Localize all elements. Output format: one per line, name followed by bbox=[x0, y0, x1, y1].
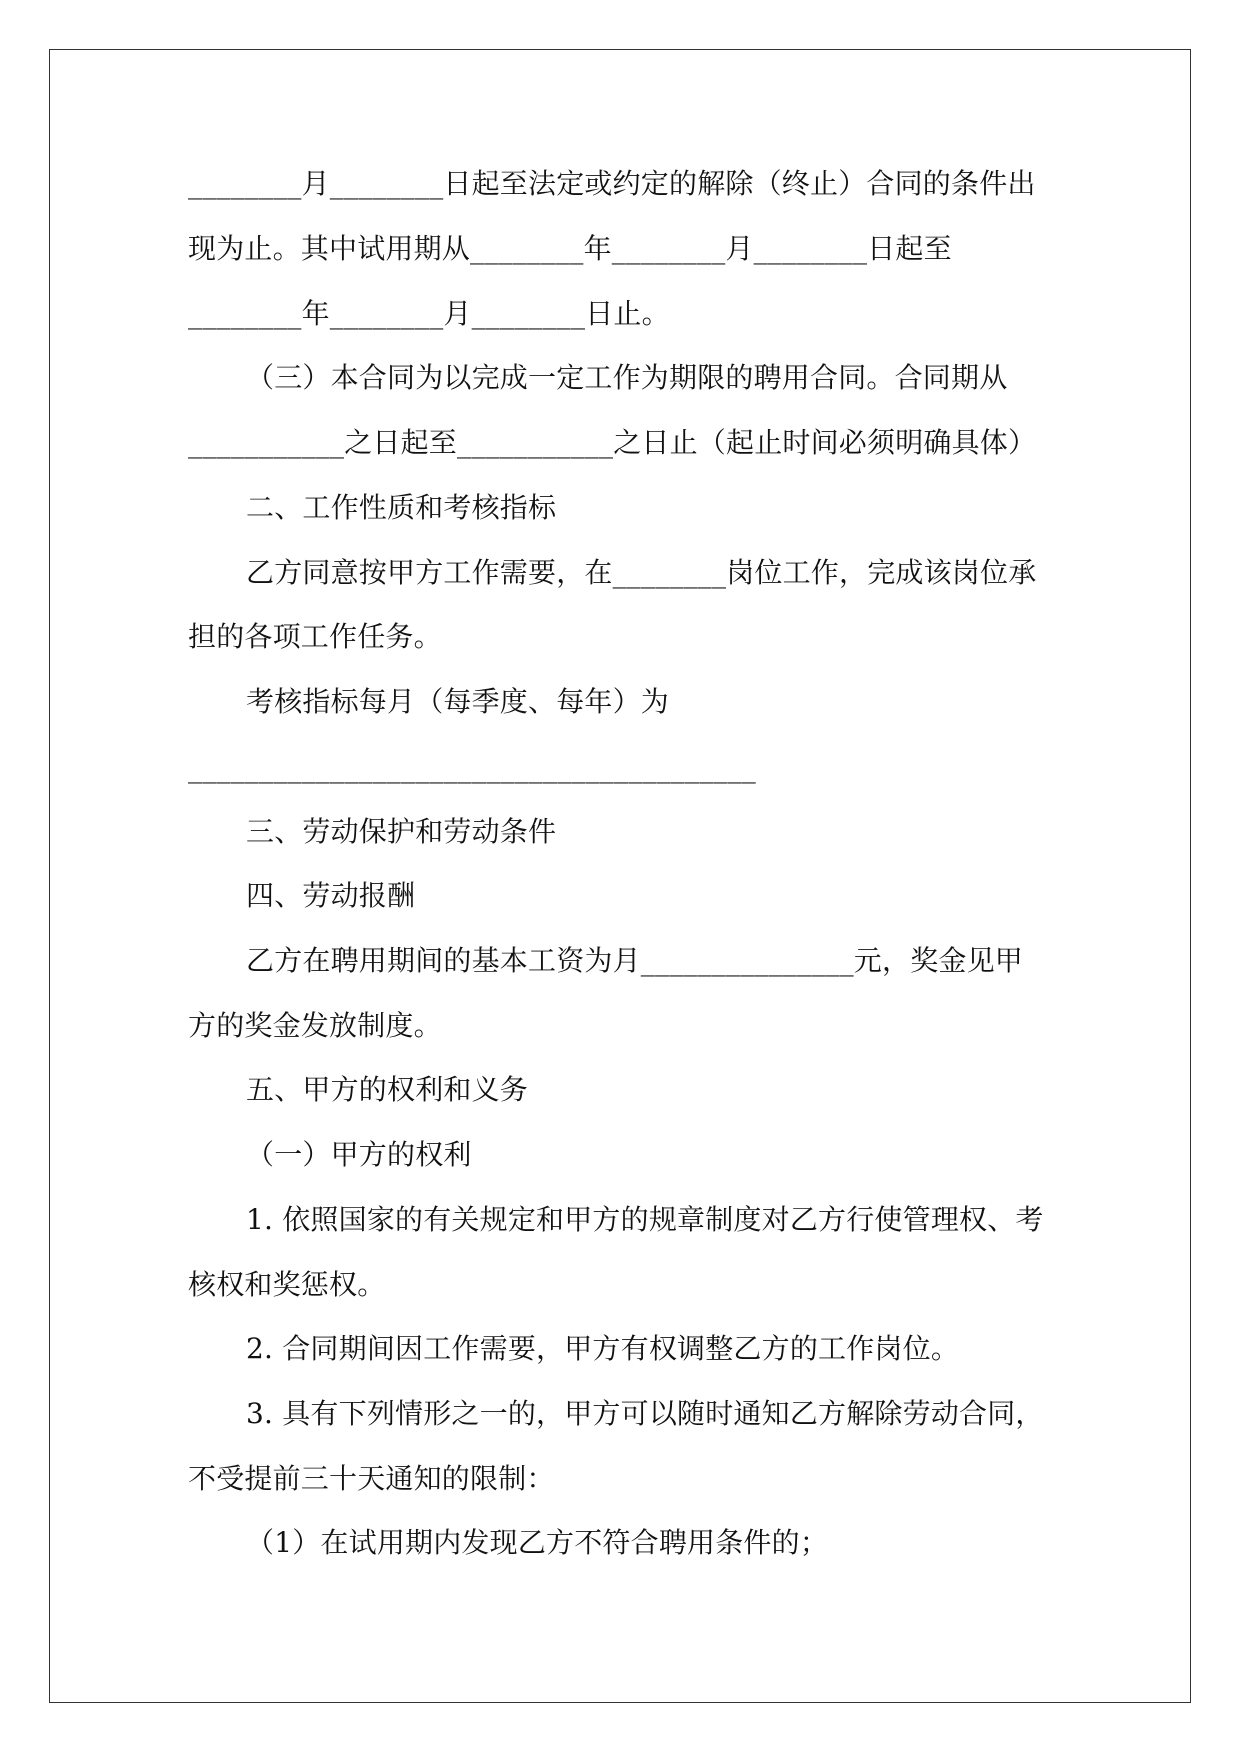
clause-three-line-2: ___________之日起至___________之日止（起止时间必须明确具体） bbox=[188, 426, 1037, 459]
assessment-line: 考核指标每月（每季度、每年）为 bbox=[246, 685, 670, 718]
work-post-line-2: 担的各项工作任务。 bbox=[188, 620, 442, 653]
section-four-heading: 四、劳动报酬 bbox=[246, 879, 416, 912]
contract-term-line-1: ________月________日起至法定或约定的解除（终止）合同的条件出 bbox=[188, 167, 1036, 200]
party-a-rights-heading: （一）甲方的权利 bbox=[246, 1138, 472, 1171]
right-one-line-1: 1. 依照国家的有关规定和甲方的规章制度对乙方行使管理权、考 bbox=[246, 1203, 1044, 1236]
salary-line-1: 乙方在聘用期间的基本工资为月_______________元，奖金见甲 bbox=[246, 944, 1024, 977]
section-three-heading: 三、劳动保护和劳动条件 bbox=[246, 815, 557, 848]
salary-line-2: 方的奖金发放制度。 bbox=[188, 1009, 442, 1042]
section-five-heading: 五、甲方的权利和义务 bbox=[246, 1073, 529, 1106]
right-two-line: 2. 合同期间因工作需要，甲方有权调整乙方的工作岗位。 bbox=[246, 1332, 960, 1365]
right-three-line-1: 3. 具有下列情形之一的，甲方可以随时通知乙方解除劳动合同， bbox=[246, 1397, 1044, 1430]
clause-three-line-1: （三）本合同为以完成一定工作为期限的聘用合同。合同期从 bbox=[246, 361, 1008, 394]
condition-one-line: （1）在试用期内发现乙方不符合聘用条件的； bbox=[246, 1526, 829, 1559]
right-three-line-2: 不受提前三十天通知的限制： bbox=[188, 1462, 555, 1495]
section-two-heading: 二、工作性质和考核指标 bbox=[246, 491, 557, 524]
contract-term-line-3: ________年________月________日止。 bbox=[188, 297, 670, 330]
work-post-line-1: 乙方同意按甲方工作需要，在________岗位工作，完成该岗位承 bbox=[246, 556, 1037, 589]
assessment-blank: ________________________________________ bbox=[188, 751, 756, 784]
contract-term-line-2: 现为止。其中试用期从________年________月________日起至 bbox=[188, 232, 952, 265]
right-one-line-2: 核权和奖惩权。 bbox=[188, 1268, 386, 1301]
